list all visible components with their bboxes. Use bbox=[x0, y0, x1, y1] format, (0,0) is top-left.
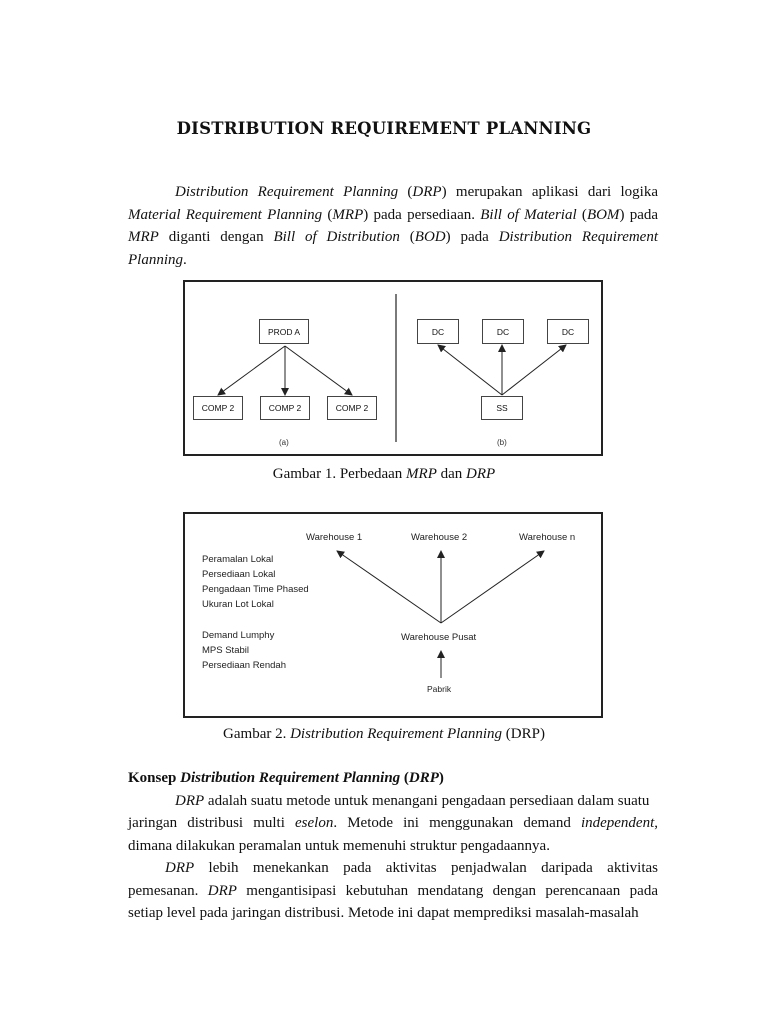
text: diganti dengan bbox=[158, 229, 274, 245]
section-heading bbox=[128, 767, 658, 790]
term-drp: DRP bbox=[175, 792, 205, 809]
text: ( bbox=[398, 184, 413, 200]
figure-1-caption bbox=[0, 466, 768, 483]
text: mengantisipasi kebutuhan mendatang dengan perencanaan pada bbox=[236, 882, 658, 899]
node-warehouse-pusat: Warehouse Pusat bbox=[401, 632, 477, 643]
arrow-pusat-whn bbox=[441, 551, 544, 623]
heading-text: ) bbox=[438, 770, 444, 786]
intro-line-2 bbox=[128, 204, 658, 227]
text: . bbox=[183, 251, 187, 268]
p2-line-2 bbox=[128, 880, 658, 903]
term-drp: DRP bbox=[165, 860, 195, 876]
arrow-prod-comp1 bbox=[218, 346, 285, 395]
heading-term: DRP bbox=[408, 770, 439, 786]
term-mrp-full: Material Requirement Planning bbox=[128, 206, 323, 223]
p1-line-2 bbox=[128, 812, 658, 835]
text: ( bbox=[322, 206, 333, 223]
term-bom: BOM bbox=[586, 206, 620, 223]
text: adalah suatu metode untuk menangani pengadaan persediaan dalam suatu bbox=[204, 792, 650, 809]
node-dc-3: DC bbox=[547, 319, 589, 344]
text: ) pada bbox=[445, 229, 499, 245]
term-independent: independent bbox=[580, 815, 655, 831]
node-warehouse-n: Warehouse n bbox=[519, 532, 576, 543]
arrow-pusat-wh1 bbox=[337, 551, 441, 623]
term-bod: BOD bbox=[414, 229, 446, 245]
p1-line-1 bbox=[128, 790, 658, 813]
arrow-prod-comp3 bbox=[285, 346, 352, 395]
node-dc-2: DC bbox=[482, 319, 524, 344]
caption-term: Distribution Requirement Planning bbox=[290, 726, 503, 742]
heading-text: ( bbox=[400, 770, 409, 786]
list-item: Peramalan Lokal bbox=[202, 554, 274, 565]
feature-list-central bbox=[202, 628, 286, 673]
text: lebih menekankan pada aktivitas penjadwalan daripada aktivitas bbox=[194, 860, 658, 876]
list-item: Demand Lumphy bbox=[202, 630, 275, 641]
p2-line-1 bbox=[128, 857, 658, 880]
caption-text: Gambar 2. bbox=[223, 726, 291, 742]
term-planning: Planning bbox=[128, 251, 183, 268]
text: jaringan distribusi multi bbox=[128, 815, 296, 831]
intro-line-1 bbox=[128, 181, 658, 204]
text: , bbox=[654, 815, 659, 831]
label-b: (b) bbox=[497, 438, 507, 447]
list-item: Persediaan Lokal bbox=[202, 569, 276, 580]
term-bom-full: Bill of Material bbox=[480, 206, 577, 223]
caption-text: (DRP) bbox=[502, 726, 545, 742]
feature-list-local bbox=[202, 552, 309, 612]
figure-1-connectors bbox=[185, 282, 601, 454]
node-warehouse-2: Warehouse 2 bbox=[411, 532, 468, 543]
list-item: MPS Stabil bbox=[202, 645, 249, 656]
term-drp: DRP bbox=[207, 882, 237, 899]
intro-line-3 bbox=[128, 226, 658, 249]
heading-text: Konsep bbox=[128, 770, 181, 786]
node-pabrik: Pabrik bbox=[427, 684, 452, 694]
node-comp-2: COMP 2 bbox=[260, 396, 310, 420]
text: . Metode ini menggunakan demand bbox=[333, 815, 581, 831]
term-mrp: MRP bbox=[128, 229, 159, 245]
konsep-section bbox=[128, 767, 658, 925]
term-mrp: MRP bbox=[332, 206, 364, 223]
intro-line-4 bbox=[128, 249, 658, 272]
heading-term: Distribution Requirement Planning bbox=[180, 770, 401, 786]
term-eselon: eselon bbox=[295, 815, 334, 831]
term-bod-full: Bill of Distribution bbox=[273, 229, 400, 245]
node-comp-1: COMP 2 bbox=[193, 396, 243, 420]
term-drp: DRP bbox=[412, 184, 442, 200]
text: pemesanan. bbox=[128, 882, 208, 899]
text: ) pada persediaan. bbox=[363, 206, 481, 223]
label-a: (a) bbox=[279, 438, 289, 447]
text: ) merupakan aplikasi dari logika bbox=[441, 184, 658, 200]
figure-2-drp-network bbox=[183, 512, 603, 718]
text: ) pada bbox=[619, 206, 659, 223]
node-comp-3: COMP 2 bbox=[327, 396, 377, 420]
node-ss: SS bbox=[481, 396, 523, 420]
list-item: Pengadaan Time Phased bbox=[202, 584, 309, 595]
arrow-ss-dc1 bbox=[438, 345, 502, 395]
caption-term: DRP bbox=[466, 466, 496, 482]
p1-line-3: dimana dilakukan peramalan untuk memenuhi struktur pengadaannya. bbox=[128, 837, 550, 854]
node-dc-1: DC bbox=[417, 319, 459, 344]
arrow-ss-dc3 bbox=[502, 345, 566, 395]
document-title: DISTRIBUTION REQUIREMENT PLANNING bbox=[176, 119, 592, 138]
caption-term: MRP bbox=[406, 466, 437, 482]
node-prod-a: PROD A bbox=[259, 319, 309, 344]
term-drp-full: Distribution Requirement Planning bbox=[175, 184, 399, 200]
p2-line-3: setiap level pada jaringan distribusi. Metode ini dapat memprediksi masalah-masalah bbox=[128, 905, 639, 921]
caption-text: dan bbox=[436, 466, 467, 482]
term-drp-part: Distribution Requirement bbox=[498, 229, 659, 245]
intro-paragraph bbox=[128, 181, 658, 271]
list-item: Ukuran Lot Lokal bbox=[202, 599, 274, 610]
figure-2-connectors bbox=[185, 514, 601, 716]
node-warehouse-1: Warehouse 1 bbox=[306, 532, 363, 543]
caption-text: Gambar 1. Perbedaan bbox=[272, 466, 407, 482]
figure-2-caption bbox=[0, 726, 768, 743]
text: ( bbox=[576, 206, 587, 223]
text: ( bbox=[399, 229, 415, 245]
figure-1-mrp-vs-drp bbox=[183, 280, 603, 456]
list-item: Persediaan Rendah bbox=[202, 660, 286, 671]
